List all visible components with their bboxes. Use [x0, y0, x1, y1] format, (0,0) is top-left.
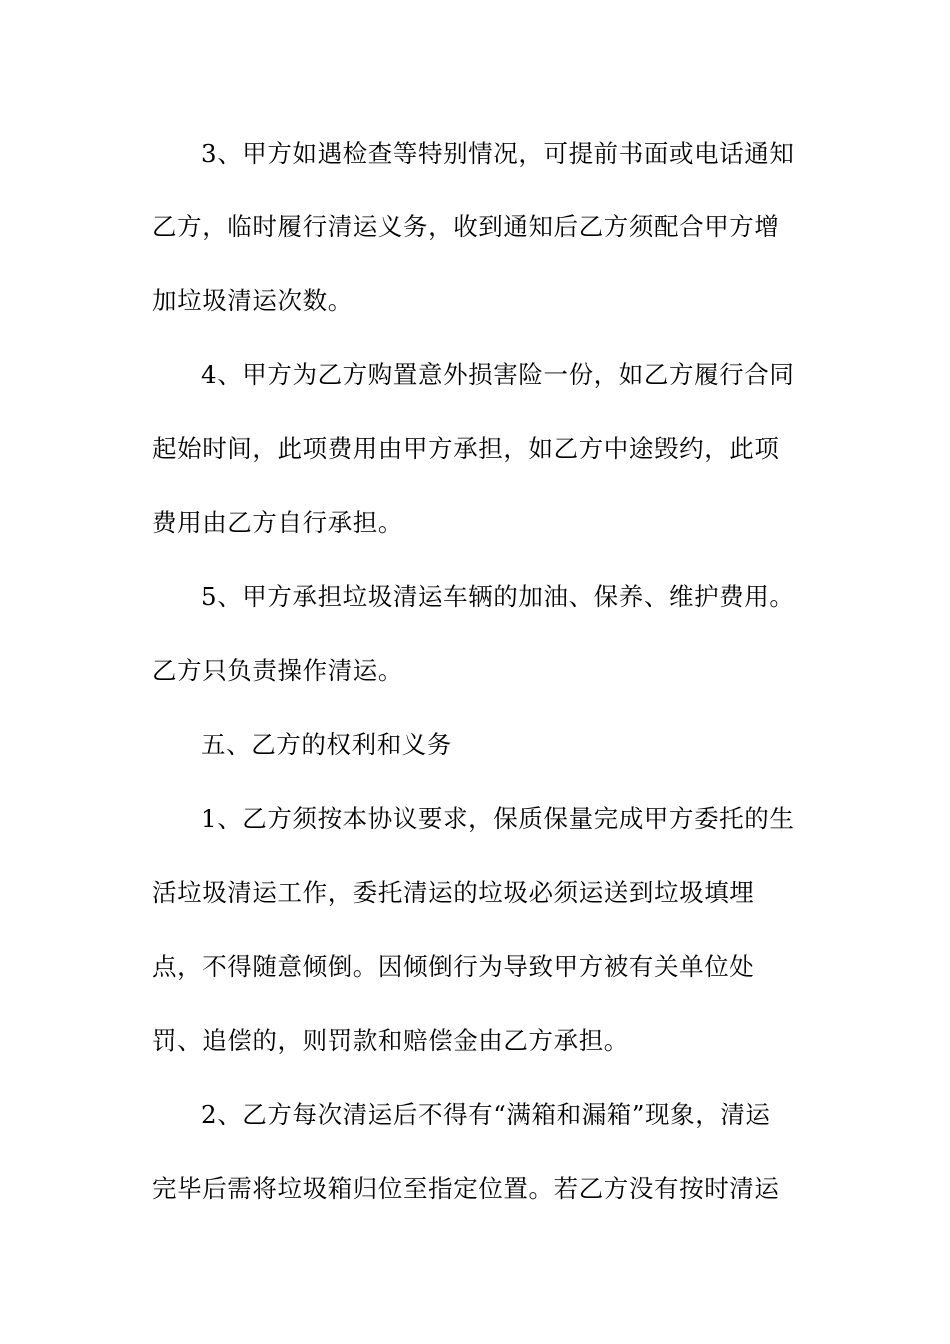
paragraph-3-line-3: 加垃圾清运次数。 — [152, 286, 353, 315]
section-item-1-line-2: 活垃圾清运工作，委托清运的垃圾必须运送到垃圾填埋 — [152, 878, 755, 907]
paragraph-5-line-1: 5、甲方承担垃圾清运车辆的加油、保养、维护费用。 — [201, 582, 795, 611]
paragraph-4-line-3: 费用由乙方自行承担。 — [152, 508, 403, 537]
section-item-2-line-1: 2、乙方每次清运后不得有“满箱和漏箱”现象，清运 — [201, 1100, 771, 1129]
paragraph-4-line-2: 起始时间，此项费用由甲方承担，如乙方中途毁约，此项 — [152, 434, 780, 463]
paragraph-3-line-1: 3、甲方如遇检查等特别情况，可提前书面或电话通知 — [201, 139, 795, 168]
section-item-1-line-3: 点，不得随意倾倒。因倾倒行为导致甲方被有关单位处 — [152, 952, 755, 981]
paragraph-4-line-1: 4、甲方为乙方购置意外损害险一份，如乙方履行合同 — [201, 360, 795, 389]
section-item-1-line-4: 罚、追偿的，则罚款和赔偿金由乙方承担。 — [152, 1026, 629, 1055]
paragraph-5-line-2: 乙方只负责操作清运。 — [152, 656, 403, 685]
section-item-2-line-2: 完毕后需将垃圾箱归位至指定位置。若乙方没有按时清运 — [152, 1174, 780, 1203]
paragraph-3-line-2: 乙方，临时履行清运义务，收到通知后乙方须配合甲方增 — [152, 212, 780, 241]
section-item-1-line-1: 1、乙方须按本协议要求，保质保量完成甲方委托的生 — [201, 804, 795, 833]
section-heading: 五、乙方的权利和义务 — [201, 730, 452, 759]
